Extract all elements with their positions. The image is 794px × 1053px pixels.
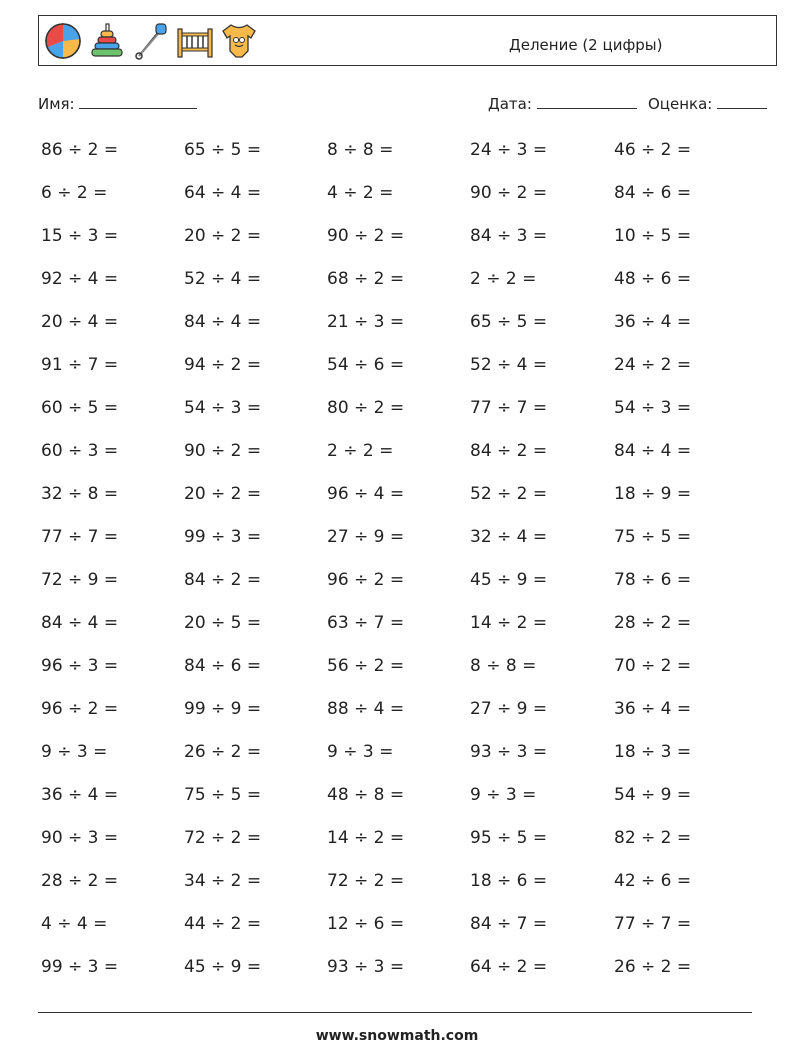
division-problem: 20 ÷ 2 =: [184, 226, 262, 246]
division-problem: 68 ÷ 2 =: [327, 269, 405, 289]
division-problem: 28 ÷ 2 =: [41, 871, 119, 891]
division-problem: 36 ÷ 4 =: [614, 699, 692, 719]
division-problem: 6 ÷ 2 =: [41, 183, 108, 203]
worksheet-title: Деление (2 цифры): [509, 36, 663, 54]
division-problem: 60 ÷ 5 =: [41, 398, 119, 418]
division-problem: 96 ÷ 2 =: [327, 570, 405, 590]
baby-bodysuit-icon: [219, 21, 259, 61]
stacking-rings-toy-icon: [87, 21, 127, 61]
worksheet-header: [38, 15, 777, 66]
division-problem: 75 ÷ 5 =: [184, 785, 262, 805]
division-problem: 84 ÷ 2 =: [184, 570, 262, 590]
division-problem: 96 ÷ 4 =: [327, 484, 405, 504]
date-field: [488, 94, 637, 113]
problem-row: [41, 656, 761, 686]
footer-url: www.snowmath.com: [315, 1028, 479, 1044]
division-problem: 44 ÷ 2 =: [184, 914, 262, 934]
division-problem: 78 ÷ 6 =: [614, 570, 692, 590]
division-problem: 96 ÷ 2 =: [41, 699, 119, 719]
problem-row: [41, 914, 761, 944]
division-problem: 90 ÷ 2 =: [184, 441, 262, 461]
division-problem: 20 ÷ 4 =: [41, 312, 119, 332]
division-problem: 96 ÷ 3 =: [41, 656, 119, 676]
division-problem: 60 ÷ 3 =: [41, 441, 119, 461]
division-problem: 48 ÷ 8 =: [327, 785, 405, 805]
score-label: Оценка:: [648, 95, 713, 113]
problem-row: [41, 484, 761, 514]
division-problem: 20 ÷ 5 =: [184, 613, 262, 633]
division-problem: 64 ÷ 4 =: [184, 183, 262, 203]
problem-row: [41, 828, 761, 858]
division-problem: 45 ÷ 9 =: [184, 957, 262, 977]
division-problem: 86 ÷ 2 =: [41, 140, 119, 160]
division-problem: 54 ÷ 3 =: [614, 398, 692, 418]
safety-pin-icon: [131, 21, 171, 61]
date-label: Дата:: [488, 95, 532, 113]
division-problem: 8 ÷ 8 =: [470, 656, 537, 676]
division-problem: 84 ÷ 4 =: [41, 613, 119, 633]
division-problem: 95 ÷ 5 =: [470, 828, 548, 848]
division-problem: 90 ÷ 2 =: [327, 226, 405, 246]
problem-row: [41, 140, 761, 170]
division-problem: 64 ÷ 2 =: [470, 957, 548, 977]
division-problem: 15 ÷ 3 =: [41, 226, 119, 246]
division-problem: 36 ÷ 4 =: [41, 785, 119, 805]
division-problem: 77 ÷ 7 =: [470, 398, 548, 418]
division-problem: 32 ÷ 4 =: [470, 527, 548, 547]
division-problem: 10 ÷ 5 =: [614, 226, 692, 246]
problem-row: [41, 742, 761, 772]
division-problem: 94 ÷ 2 =: [184, 355, 262, 375]
division-problem: 14 ÷ 2 =: [327, 828, 405, 848]
division-problem: 9 ÷ 3 =: [327, 742, 394, 762]
division-problem: 77 ÷ 7 =: [614, 914, 692, 934]
division-problem: 72 ÷ 2 =: [184, 828, 262, 848]
division-problem: 52 ÷ 4 =: [470, 355, 548, 375]
division-problem: 45 ÷ 9 =: [470, 570, 548, 590]
division-problem: 77 ÷ 7 =: [41, 527, 119, 547]
division-problem: 99 ÷ 3 =: [184, 527, 262, 547]
problem-row: [41, 570, 761, 600]
division-problem: 63 ÷ 7 =: [327, 613, 405, 633]
division-problem: 20 ÷ 2 =: [184, 484, 262, 504]
problem-row: [41, 183, 761, 213]
division-problem: 12 ÷ 6 =: [327, 914, 405, 934]
division-problem: 27 ÷ 9 =: [470, 699, 548, 719]
division-problem: 84 ÷ 4 =: [614, 441, 692, 461]
division-problem: 84 ÷ 6 =: [614, 183, 692, 203]
division-problem: 2 ÷ 2 =: [470, 269, 537, 289]
division-problem: 80 ÷ 2 =: [327, 398, 405, 418]
division-problem: 84 ÷ 4 =: [184, 312, 262, 332]
division-problem: 4 ÷ 2 =: [327, 183, 394, 203]
beach-ball-icon: [43, 21, 83, 61]
division-problem: 27 ÷ 9 =: [327, 527, 405, 547]
division-problem: 26 ÷ 2 =: [614, 957, 692, 977]
division-problem: 90 ÷ 3 =: [41, 828, 119, 848]
division-problem: 48 ÷ 6 =: [614, 269, 692, 289]
division-problem: 93 ÷ 3 =: [470, 742, 548, 762]
division-problem: 26 ÷ 2 =: [184, 742, 262, 762]
division-problem: 90 ÷ 2 =: [470, 183, 548, 203]
division-problem: 70 ÷ 2 =: [614, 656, 692, 676]
problem-row: [41, 871, 761, 901]
division-problem: 54 ÷ 6 =: [327, 355, 405, 375]
problem-row: [41, 226, 761, 256]
division-problem: 24 ÷ 3 =: [470, 140, 548, 160]
division-problem: 42 ÷ 6 =: [614, 871, 692, 891]
score-blank: [717, 94, 767, 109]
division-problem: 91 ÷ 7 =: [41, 355, 119, 375]
problem-row: [41, 441, 761, 471]
division-problem: 34 ÷ 2 =: [184, 871, 262, 891]
division-problem: 46 ÷ 2 =: [614, 140, 692, 160]
division-problem: 92 ÷ 4 =: [41, 269, 119, 289]
division-problem: 84 ÷ 3 =: [470, 226, 548, 246]
division-problem: 75 ÷ 5 =: [614, 527, 692, 547]
division-problem: 56 ÷ 2 =: [327, 656, 405, 676]
division-problem: 52 ÷ 4 =: [184, 269, 262, 289]
division-problem: 99 ÷ 3 =: [41, 957, 119, 977]
division-problem: 4 ÷ 4 =: [41, 914, 108, 934]
problem-row: [41, 527, 761, 557]
division-problem: 14 ÷ 2 =: [470, 613, 548, 633]
footer-divider: [38, 1012, 752, 1013]
division-problem: 36 ÷ 4 =: [614, 312, 692, 332]
division-problem: 54 ÷ 9 =: [614, 785, 692, 805]
division-problem: 18 ÷ 3 =: [614, 742, 692, 762]
division-problem: 52 ÷ 2 =: [470, 484, 548, 504]
problem-row: [41, 312, 761, 342]
baby-crib-icon: [175, 21, 215, 61]
division-problem: 54 ÷ 3 =: [184, 398, 262, 418]
name-blank: [79, 94, 197, 109]
division-problem: 93 ÷ 3 =: [327, 957, 405, 977]
division-problem: 18 ÷ 9 =: [614, 484, 692, 504]
problem-row: [41, 699, 761, 729]
problem-row: [41, 269, 761, 299]
division-problem: 8 ÷ 8 =: [327, 140, 394, 160]
header-icons: [43, 20, 259, 62]
division-problem: 65 ÷ 5 =: [184, 140, 262, 160]
problem-row: [41, 613, 761, 643]
name-label: Имя:: [38, 95, 75, 113]
division-problem: 84 ÷ 7 =: [470, 914, 548, 934]
division-problem: 65 ÷ 5 =: [470, 312, 548, 332]
division-problem: 18 ÷ 6 =: [470, 871, 548, 891]
division-problem: 2 ÷ 2 =: [327, 441, 394, 461]
division-problem: 9 ÷ 3 =: [470, 785, 537, 805]
division-problem: 21 ÷ 3 =: [327, 312, 405, 332]
problem-row: [41, 355, 761, 385]
division-problem: 72 ÷ 9 =: [41, 570, 119, 590]
division-problem: 28 ÷ 2 =: [614, 613, 692, 633]
division-problem: 88 ÷ 4 =: [327, 699, 405, 719]
date-blank: [537, 94, 637, 109]
division-problem: 84 ÷ 6 =: [184, 656, 262, 676]
division-problem: 9 ÷ 3 =: [41, 742, 108, 762]
division-problem: 99 ÷ 9 =: [184, 699, 262, 719]
division-problem: 32 ÷ 8 =: [41, 484, 119, 504]
division-problem: 82 ÷ 2 =: [614, 828, 692, 848]
name-field: [38, 94, 197, 113]
division-problem: 24 ÷ 2 =: [614, 355, 692, 375]
division-problem: 84 ÷ 2 =: [470, 441, 548, 461]
division-problem: 72 ÷ 2 =: [327, 871, 405, 891]
problem-row: [41, 398, 761, 428]
problem-row: [41, 785, 761, 815]
score-field: [648, 94, 767, 113]
problem-row: [41, 957, 761, 987]
